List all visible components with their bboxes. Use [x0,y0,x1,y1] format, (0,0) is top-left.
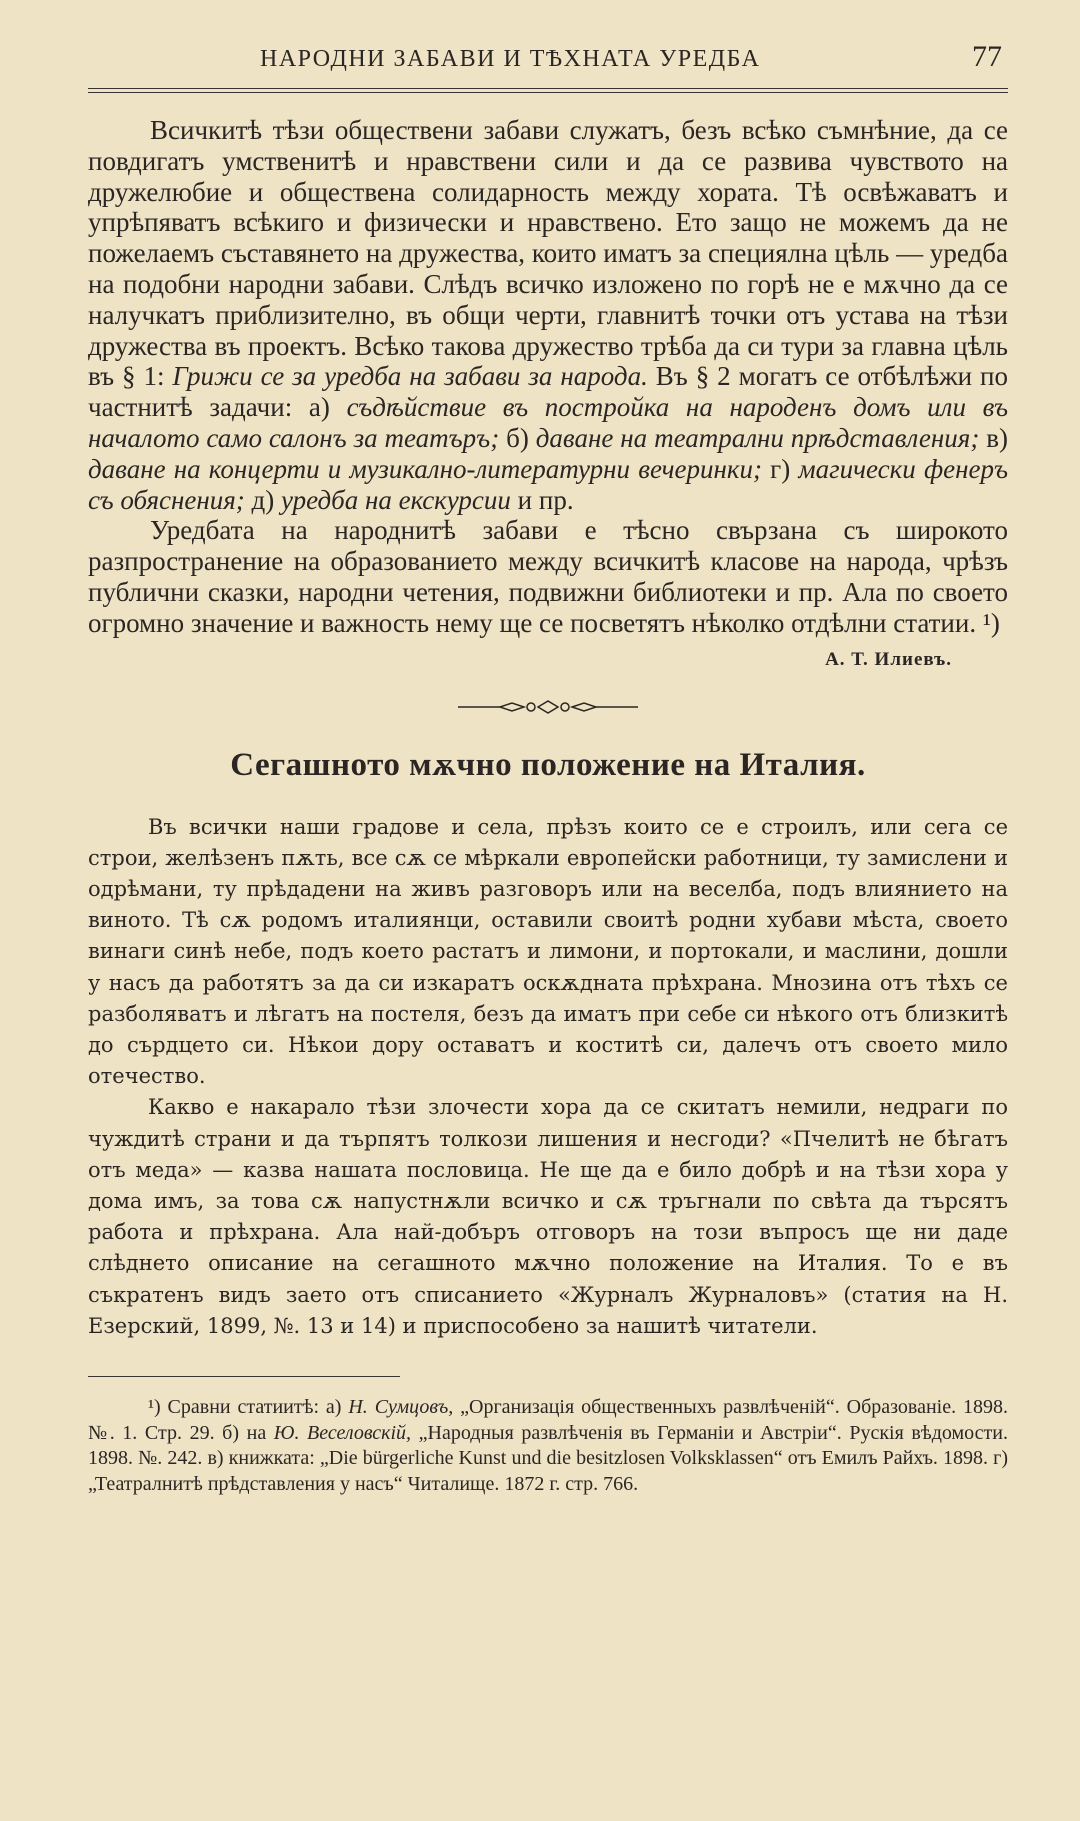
text-run: д) [244,484,282,515]
italic-run: даване на концерти и музикално-литературни вечеринки; [88,453,762,484]
page-number: 77 [972,40,1002,73]
text-run: г) [761,453,799,484]
text-run: „Народныя развлѣченія въ Германіи и Австріи“. Рускія вѣдомости. 1898. №. 242. в) книжката: „Die bürgerliche Kunst und die besitzlosen Volksklassen“ отъ Емилъ Райхъ. 1898. г) „Театралнитѣ прѣдставления у насъ“ Читалище. 1872 г. стр. 766. [88,1421,1008,1495]
text-run: Всичкитѣ тѣзи обществени забави служатъ, безъ всѣко съмнѣние, да се повдигатъ умственитѣ и нравствени сили и да се развива чувството на дружелюбие и обществена солидарность между хората. Тѣ освѣжаватъ и упрѣпяватъ всѣкиго и физически и нравствено. Ето защо не можемъ да не пожелаемъ съставянето на дружества, които иматъ за специялна цѣль — уредба на подобни народни забави. Слѣдъ всичко изложено по горѣ не е мѫчно да се налучкатъ приблизително, въ общи черти, главнитѣ точки отъ устава на тѣзи дружества въ проектъ. Всѣко такова дружество трѣба да си тури за главна цѣль въ § 1: [88,115,1008,392]
text-run: б) [499,422,536,453]
article-1-paragraph-1 [88,115,1008,515]
article-2-paragraph-2: Какво е накарало тѣзи злочести хора да се скитатъ немили, недраги по чуждитѣ страни и да търпятъ толкози лишения и несгоди? «Пчелитѣ не бѣгатъ отъ меда» — казва нашата пословица. Не ще да е било добрѣ и на тѣзи хора у дома имъ, за това сѫ напустнѫли всичко и сѫ тръгнали по свѣта да търсятъ работа и прѣхрана. Ала най-добъръ отговоръ на този въпросъ ще ни даде слѣднето описание на сегашното мѫчно положение на Италия. То е въ съкратенъ видъ заето отъ списанието «Журналъ Журналовъ» (статия на Н. Езерский, 1899, №. 13 и 14) и приспособено за нашитѣ читатели. [88,1095,1008,1338]
footnote-text [88,1395,1008,1497]
italic-run: магически фенеръ съ обяснения; [88,453,1008,515]
author-signature: А. Т. Илиевъ. [825,648,952,670]
italic-run: уредба на екскурсии [281,484,511,515]
article-1-paragraph-2: Уредбата на народнитѣ забави е тѣсно свързана съ широкото разпространение на образованието между всичкитѣ класове на народа, чрѣзъ публични сказки, народни четения, подвижни библиотеки и пр. Ала по своето огромно значение и важность нему ще се посветятъ нѣколко отдѣлни статии. ¹) [88,515,1008,638]
text-run: и пр. [510,484,574,515]
section-divider-ornament [88,697,1008,717]
article-2-body [88,812,1008,1342]
article-2-paragraph-1: Въ всички наши градове и села, прѣзъ които се е строилъ, или сега се строи, желѣзенъ пѫть, все сѫ се мѣркали европейски работници, ту замислени и одрѣмани, ту прѣдадени на живъ разговоръ или на веселба, подъ влиянието на виното. Тѣ сѫ родомъ италиянци, оставили своитѣ родни хубави мѣста, своето винаги синѣ небе, подъ което растатъ и лимони, и портокали, и маслини, дошли у насъ да работятъ за да си изкаратъ оскѫдната прѣхрана. Мнозина отъ тѣхъ се разболяватъ и лѣгатъ на постеля, безъ да иматъ при себе си нѣкого отъ близкитѣ до сърдцето си. Нѣкои дору оставатъ и коститѣ си, далечъ отъ своето мило отечество. [88,814,1008,1089]
text-run: ¹) Сравни статиитѣ: а) [148,1396,349,1418]
text-run: Въ § 2 могатъ се отбѣлѣжи по частнитѣ задачи: а) [88,361,1008,423]
footnote [88,1395,1008,1497]
text-run: „Организація общественныхъ развлѣченій“. Образованіе. 1898. №. 1. Стр. 29. б) на [88,1396,1008,1444]
footnote-rule [88,1376,400,1377]
header-double-rule [88,88,1008,93]
text-run: в) [979,422,1009,453]
italic-run: даване на театрални прѣдставления; [535,422,980,453]
italic-run: Ю. Веселовскій, [273,1421,412,1444]
italic-run: Н. Сумцовъ, [348,1396,454,1418]
article-1-body [88,115,1008,639]
running-title: НАРОДНИ ЗАБАВИ И ТѢХНАТА УРЕДБА [260,46,761,72]
running-header [88,40,1008,74]
article-2-title: Сегашното мѫчно положение на Италия. [230,746,866,783]
italic-run: Грижи се за уредба на забави за народа. [172,361,648,392]
ornament-icon [458,697,638,717]
italic-run: съдѣйствие въ постройка на народенъ домъ или въ началото само салонъ за театъръ; [88,392,1009,453]
